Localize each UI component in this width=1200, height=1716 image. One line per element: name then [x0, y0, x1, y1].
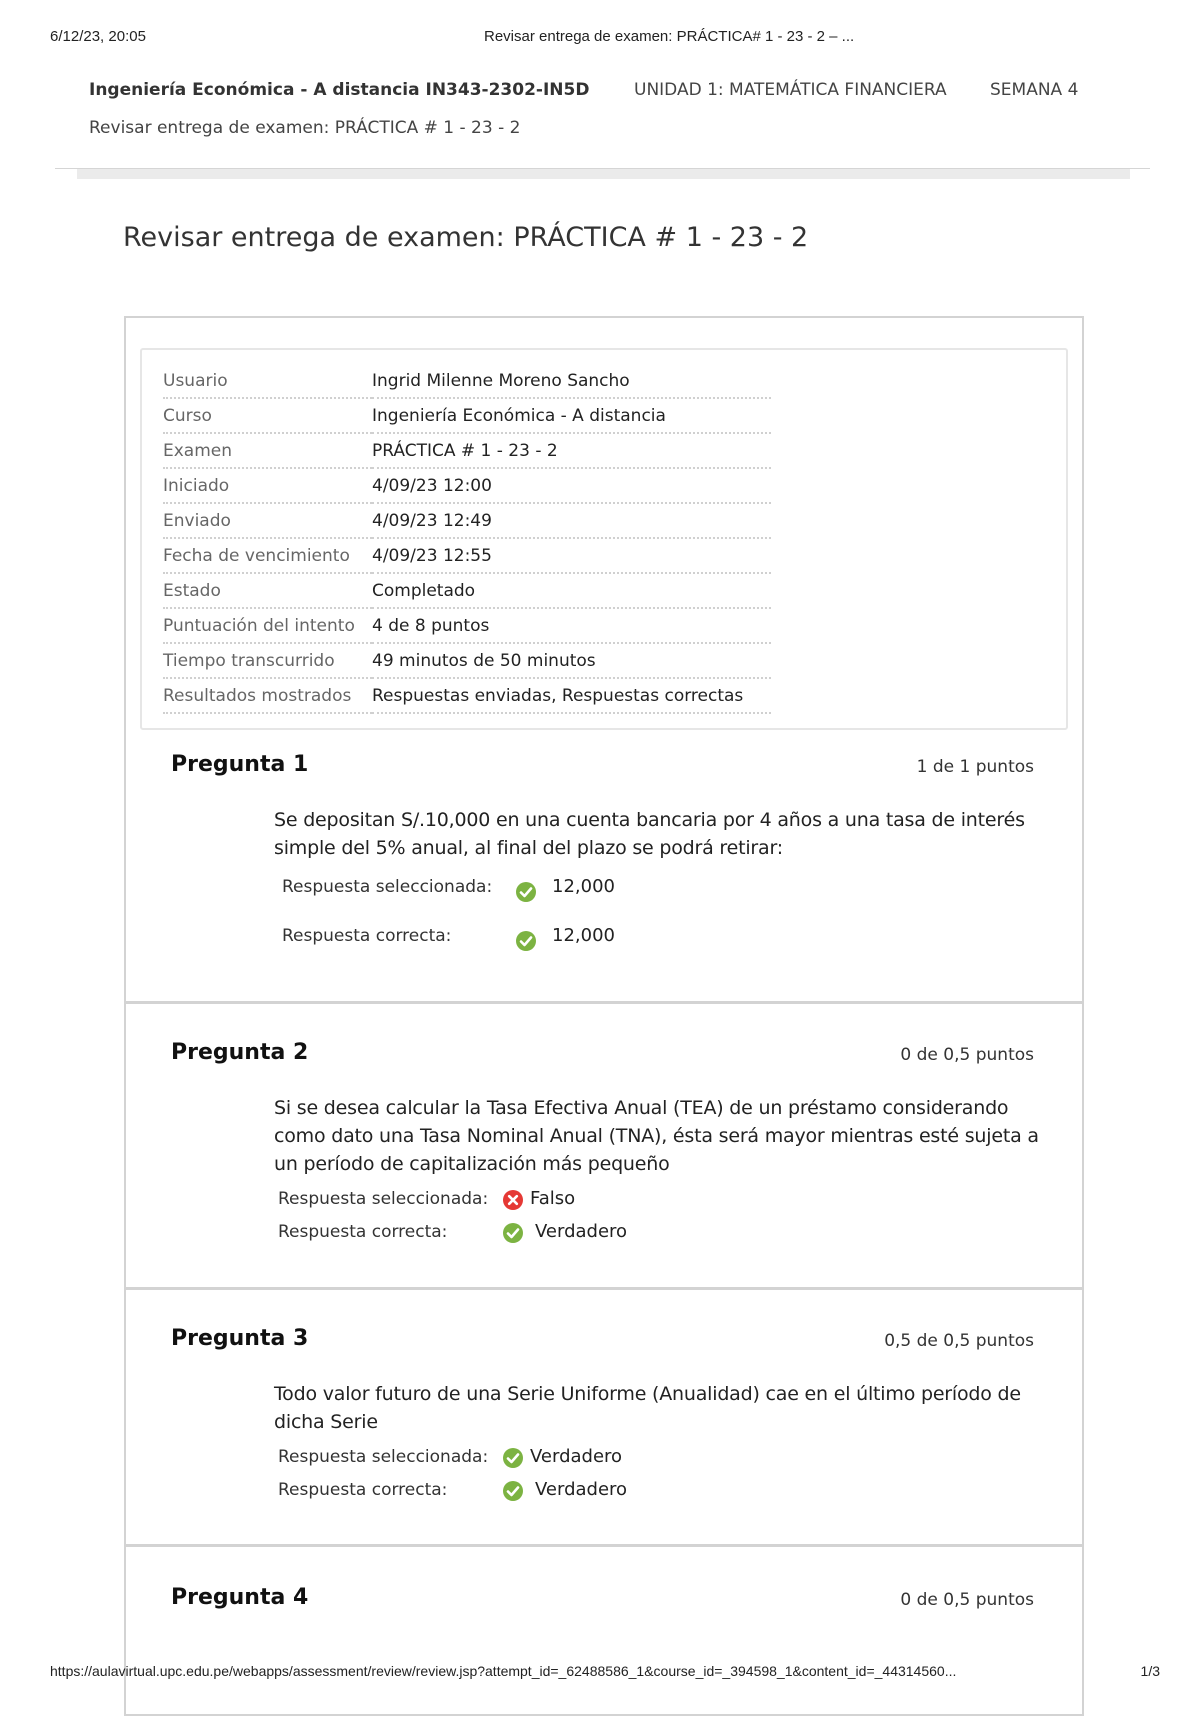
question-3	[124, 1326, 1084, 1546]
question-divider	[124, 1287, 1084, 1290]
question-title: Pregunta 2	[171, 1040, 309, 1065]
question-4	[124, 1585, 1084, 1645]
breadcrumb-current-page: Revisar entrega de examen: PRÁCTICA # 1 - 23 - 2	[89, 118, 521, 138]
info-label: Examen	[163, 433, 372, 468]
info-label: Tiempo transcurrido	[163, 643, 372, 678]
selected-answer-value: Verdadero	[530, 1446, 623, 1467]
check-circle-icon	[503, 1223, 523, 1243]
question-2	[124, 1040, 1084, 1280]
header-band	[77, 169, 1130, 179]
info-value: Ingrid Milenne Moreno Sancho	[372, 364, 771, 398]
info-row-submitted	[163, 503, 771, 538]
question-divider	[124, 1001, 1084, 1004]
correct-answer-label: Respuesta correcta:	[282, 926, 452, 946]
check-circle-icon	[503, 1481, 523, 1501]
selected-answer-label: Respuesta seleccionada:	[282, 877, 493, 897]
print-url: https://aulavirtual.upc.edu.pe/webapps/assessment/review/review.jsp?attempt_id=_62488586_1&course_id=_394598_1&content_id=_44314560...	[50, 1663, 957, 1679]
info-label: Usuario	[163, 364, 372, 398]
selected-answer-row	[282, 874, 782, 900]
selected-answer-row	[278, 1444, 778, 1470]
question-divider	[124, 1544, 1084, 1547]
info-value: 4/09/23 12:00	[372, 468, 771, 503]
selected-answer-value: Falso	[530, 1188, 576, 1209]
question-title: Pregunta 4	[171, 1585, 309, 1610]
correct-answer-value: 12,000	[552, 925, 615, 946]
selected-answer-value: 12,000	[552, 876, 615, 897]
selected-answer-row	[278, 1186, 778, 1212]
page-title: Revisar entrega de examen: PRÁCTICA # 1 - 23 - 2	[123, 222, 809, 253]
info-row-user	[163, 364, 771, 398]
info-value: Ingeniería Económica - A distancia	[372, 398, 771, 433]
correct-answer-label: Respuesta correcta:	[278, 1222, 448, 1242]
question-title: Pregunta 3	[171, 1326, 309, 1351]
breadcrumb-unit-link[interactable]: UNIDAD 1: MATEMÁTICA FINANCIERA	[634, 80, 947, 100]
info-row-course	[163, 398, 771, 433]
info-value: 49 minutos de 50 minutos	[372, 643, 771, 678]
info-label: Puntuación del intento	[163, 608, 372, 643]
info-value: 4 de 8 puntos	[372, 608, 771, 643]
print-page-number: 1/3	[1140, 1663, 1160, 1679]
question-points: 0 de 0,5 puntos	[900, 1045, 1034, 1065]
question-text: Se depositan S/.10,000 en una cuenta bancaria por 4 años a una tasa de interés simple del 5% anual, al final del plazo se podrá retirar:	[274, 809, 1025, 859]
breadcrumb-week-link[interactable]: SEMANA 4	[990, 80, 1079, 100]
print-date: 6/12/23, 20:05	[50, 28, 146, 45]
info-row-started	[163, 468, 771, 503]
correct-answer-row	[278, 1219, 778, 1245]
correct-answer-row	[282, 923, 782, 949]
correct-answer-label: Respuesta correcta:	[278, 1480, 448, 1500]
selected-answer-label: Respuesta seleccionada:	[278, 1447, 489, 1467]
attempt-info-table	[163, 364, 771, 714]
info-row-exam	[163, 433, 771, 468]
info-value: Completado	[372, 573, 771, 608]
info-label: Estado	[163, 573, 372, 608]
check-circle-icon	[516, 931, 536, 951]
check-circle-icon	[503, 1448, 523, 1468]
info-label: Resultados mostrados	[163, 678, 372, 713]
question-title: Pregunta 1	[171, 752, 309, 777]
info-label: Fecha de vencimiento	[163, 538, 372, 573]
selected-answer-label: Respuesta seleccionada:	[278, 1189, 489, 1209]
question-1	[124, 752, 1084, 1002]
info-row-score	[163, 608, 771, 643]
info-row-time-elapsed	[163, 643, 771, 678]
question-text: Todo valor futuro de una Serie Uniforme (Anualidad) cae en el último período de dicha Serie	[274, 1383, 1021, 1433]
info-label: Curso	[163, 398, 372, 433]
correct-answer-value: Verdadero	[535, 1479, 628, 1500]
info-value: 4/09/23 12:55	[372, 538, 771, 573]
cross-circle-icon	[503, 1190, 523, 1210]
question-points: 0 de 0,5 puntos	[900, 1590, 1034, 1610]
info-value: Respuestas enviadas, Respuestas correctas	[372, 678, 771, 713]
info-row-due-date	[163, 538, 771, 573]
question-points: 1 de 1 puntos	[916, 757, 1034, 777]
print-page-title: Revisar entrega de examen: PRÁCTICA# 1 - 23 - 2 – ...	[484, 28, 855, 45]
question-points: 0,5 de 0,5 puntos	[884, 1331, 1034, 1351]
info-value: 4/09/23 12:49	[372, 503, 771, 538]
info-value: PRÁCTICA # 1 - 23 - 2	[372, 433, 771, 468]
info-row-status	[163, 573, 771, 608]
question-text: Si se desea calcular la Tasa Efectiva Anual (TEA) de un préstamo considerando como dato una Tasa Nominal Anual (TNA), ésta será mayor mientras esté sujeta a un período de capitalización más pequeño	[274, 1097, 1039, 1175]
correct-answer-value: Verdadero	[535, 1221, 628, 1242]
breadcrumb-course-link[interactable]: Ingeniería Económica - A distancia IN343-2302-IN5D	[89, 80, 590, 100]
info-label: Enviado	[163, 503, 372, 538]
correct-answer-row	[278, 1477, 778, 1503]
check-circle-icon	[516, 882, 536, 902]
info-row-results-shown	[163, 678, 771, 713]
info-label: Iniciado	[163, 468, 372, 503]
